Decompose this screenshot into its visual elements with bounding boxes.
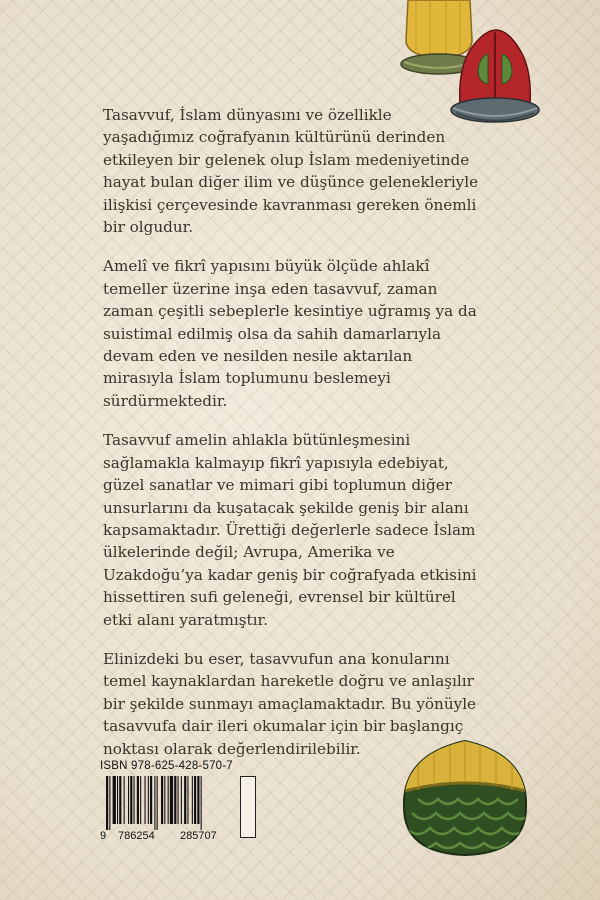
sufi-cap-icon [398, 735, 533, 860]
isbn-label: ISBN 978-625-428-570-7 [100, 760, 233, 772]
paragraph-2: Amelî ve fikrî yapısını büyük ölçüde ahlakî temeller üzerine inşa eden tasavvuf, zaman zaman çeşitli sebeplerle kesintiye uğramış ya da suistimal edilmiş olsa da sahih damarlarıyla devam eden ve nesilden nesile aktarılan mirasıyla İslam toplumunu beslemeyi sürdürmektedir. [103, 257, 477, 410]
paragraph-1: Tasavvuf, İslam dünyasını ve özellikle yaşadığımız coğrafyanın kültürünü derinden etkileyen bir gelenek olup İslam medeniyetinde hayat bulan diğer ilim ve düşünce gelenekleriyle ilişkisi çerçevesinde kavranması gereken önemli bir olgudur. [103, 106, 479, 237]
barcode-digits-left: 786254 [118, 830, 155, 842]
back-cover-text [103, 104, 483, 777]
barcode-digit-first: 9 [100, 830, 107, 842]
barcode-digits-right: 285707 [180, 830, 217, 842]
isbn-barcode [100, 760, 260, 860]
paragraph-3: Tasavvuf amelin ahlakla bütünleşmesini sağlamakla kalmayıp fikrî yapısıyla edebiyat, güzel sanatlar ve mimari gibi toplumun diğer unsurlarını da kuşatacak şekilde geniş bir alanı kapsamaktadır. Ürettiği değerlerle sadece İslam ülkelerinde değil; Avrupa, Amerika ve Uzakdoğu’ya kadar geniş bir coğrafyada etkisini hissettiren sufi geleneği, evrensel bir kültürel etki alanı yaratmıştır. [103, 431, 477, 629]
paragraph-4: Elinizdeki bu eser, tasavvufun ana konularını temel kaynaklardan hareketle doğru ve anlaşılır bir şekilde sunmayı amaçlamaktadır. Bu yönüyle tasavvufa dair ileri okumalar için bir başlangıç noktası olarak değerlendirilebilir. [103, 649, 477, 758]
price-box [240, 776, 256, 838]
barcode-icon [100, 776, 238, 830]
